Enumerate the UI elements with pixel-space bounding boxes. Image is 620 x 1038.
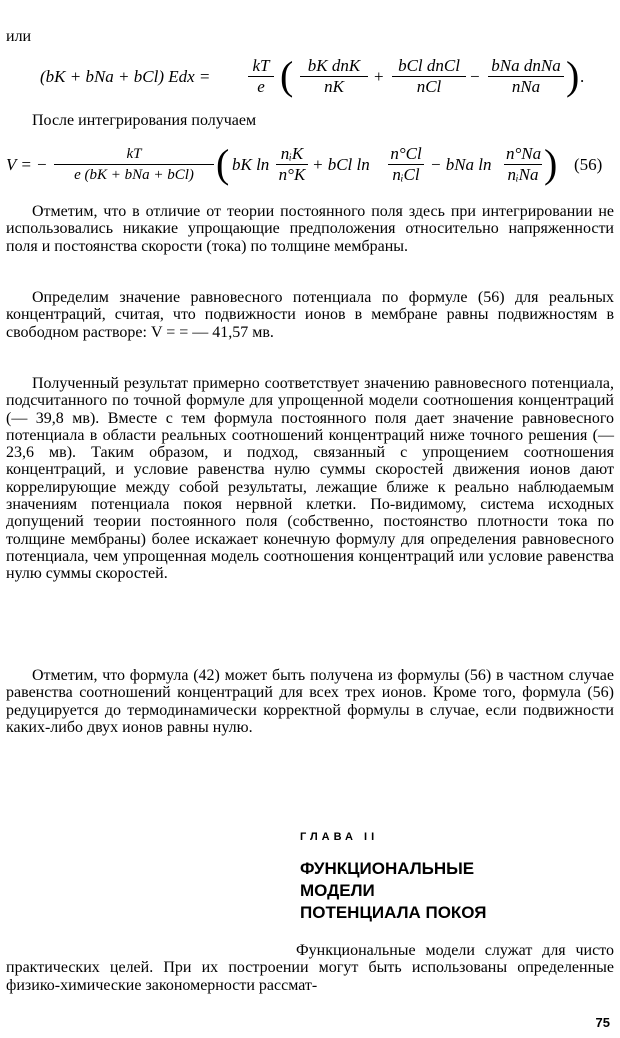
equation-1-op-1: + xyxy=(374,67,384,86)
equation-1-op-2: − xyxy=(470,67,480,86)
paragraph-1: Отметим, что в отличие от теории постоянного поля здесь при интегрировании не использовались никакие упрощающие предположения относительно напряженности поля и постоянства скорости (тока) по толщине мембраны. xyxy=(6,203,614,255)
equation-2-body-c: − bNa ln xyxy=(430,155,492,174)
equation-1-factor: $\frac{kT}{e}$ xyxy=(248,56,274,97)
equation-2-frac-a: nᵢK n°K xyxy=(276,144,308,185)
paragraph-4: Отметим, что формула (42) может быть получена из формулы (56) в частном случае равенства соотношений концентраций для всех трех ионов. Кроме того, формула (56) редуцируется до термодинамически корректной формулы в случае, если подвижности каких-либо двух ионов равны нулю. xyxy=(6,667,614,736)
equation-2-frac-b: n°Cl nᵢCl xyxy=(388,144,424,185)
equation-1-period: . xyxy=(580,67,585,86)
page-number: 75 xyxy=(595,1015,610,1030)
equation-2-frac-c: n°Na nᵢNa xyxy=(506,144,542,184)
chapter-title-line: ПОТЕНЦИАЛА ПОКОЯ xyxy=(300,903,487,922)
equation-1-open-paren: ( xyxy=(280,53,294,98)
chapter-label: ГЛАВА II xyxy=(300,831,379,843)
equation-2-body-b: + bCl ln xyxy=(312,155,370,174)
equation-2-close-paren: ) xyxy=(544,141,558,186)
equation-2 xyxy=(0,140,620,192)
equation-2-open-paren: ( xyxy=(216,141,230,186)
equation-1-term-1: bK dnK nK xyxy=(300,56,368,97)
equation-1-close-paren: ) xyxy=(566,53,580,98)
chapter-title-line: ФУНКЦИОНАЛЬНЫЕ xyxy=(300,859,475,878)
after-integration-line: После интегрирования получаем xyxy=(32,112,257,129)
equation-1-lhs: (bK + bNa + bCl) Edx = xyxy=(40,67,211,86)
equation-2-lhs: V = − xyxy=(6,155,48,174)
equation-number: (56) xyxy=(574,155,603,174)
final-paragraph: Функциональные модели служат для чисто практических целей. При их построении могут быть использованы определенные физико-химические закономерности рассмат- xyxy=(6,942,614,994)
paragraph-2: Определим значение равновесного потенциала по формуле (56) для реальных концентраций, считая, что подвижности ионов в мембране равны подвижностям в свободном растворе: V = = — 41,57 мв. xyxy=(6,289,614,341)
equation-2-body-a: bK ln xyxy=(232,155,270,174)
equation-1 xyxy=(0,52,620,104)
intro-word: или xyxy=(6,28,32,45)
equation-2-factor: kT e (bK + bNa + bCl) xyxy=(54,144,214,185)
chapter-title-line: МОДЕЛИ xyxy=(300,881,375,900)
equation-1-term-2: bCl dnCl nCl xyxy=(392,56,466,97)
equation-1-term-3: bNa dnNa nNa xyxy=(488,56,564,97)
chapter-title xyxy=(300,858,487,924)
paragraph-3: Полученный результат примерно соответствует значению равновесного потенциала, подсчитанного по точной формуле для упрощенной модели соотношения концентраций (— 39,8 мв). Вместе с тем формула постоянного поля дает значение равновесного потенциала в области реальных соотношений концентраций ниже точного решения (— 23,6 мв). Таким образом, и подход, связанный с упрощением соотношения концентраций, и условие равенства нулю суммы скоростей движения ионов дают коррелирующие между собой результаты, лежащие ближе к реально наблюдаемым значениям потенциала покоя нервной клетки. По-видимому, система исходных допущений теории постоянного поля (собственно, постоянство плотности тока по толщине мембраны) более искажает конечную формулу для определения равновесного потенциала, чем упрощенная модель соотношения концентраций или условие равенства нулю суммы скоростей. xyxy=(6,375,614,583)
